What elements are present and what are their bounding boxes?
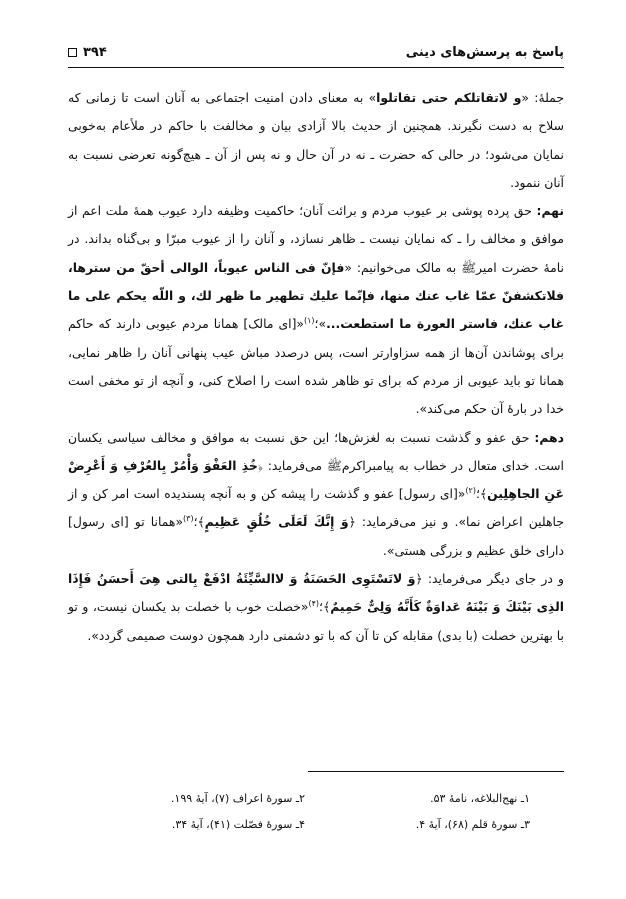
text-run: حق پرده پوشی بر عیوب مردم و برائت آنان؛ حاکمیت وظیفه دارد عیوب همهٔ ملت اعم از موافق و مخالف را ـ که نمایان نیست ـ ظاهر نسازد، و آنان را از عیوب مبرّا و بی‌گناه بداند. در نامهٔ حضرت امیرﷺ به مالک می‌خوانیم: «	[68, 203, 564, 275]
footnote-3: ۳ـ سورهٔ قلم (۶۸)، آیهٔ ۴.	[415, 818, 530, 831]
paragraph-1	[68, 84, 564, 197]
verse-quote: خُذِ العَفْوَ وَأْمُرْ بِالعُرْفِ وَ أَعْرِضْ عَنِ الجاهِلِین	[68, 457, 564, 502]
footnote-ref-2: (۲)	[465, 486, 476, 496]
text-run: ﴾؛	[475, 486, 488, 502]
text-run: «[ای مالک] همانا مردم عیوبی دارند که حاکم برای پوشاندن آن‌ها از همه سزاوارتر است، پس درصدد مباش عیب پنهانی آنان را ظاهر نمایی، همانا تو باید عیوبی از مردم که برای تو ظاهر شده است را اصلاح کنی، و آنچه از تو مخفی است خدا در بارهٔ آن حکم می‌کند».	[68, 316, 564, 417]
footnotes	[100, 786, 530, 838]
footnote-1: ۱ـ نهج‌البلاغه، نامهٔ ۵۳.	[430, 792, 530, 805]
page-title: پاسخ به پرسش‌های دینی	[405, 44, 564, 60]
text-run: ﴾؛	[319, 599, 331, 615]
body-text	[68, 84, 564, 650]
text-run: جملهٔ: «	[521, 90, 565, 105]
footnote-4: ۴ـ سورهٔ فصّلت (۴۱)، آیهٔ ۳۴.	[171, 818, 305, 831]
text-run: »؛	[314, 316, 327, 332]
square-bullet-icon	[68, 48, 77, 57]
page-header	[68, 40, 564, 64]
page-number: ۳۹۴	[83, 44, 107, 60]
text-run: » به معنای دادن امنیت اجتماعی به آنان است تا زمانی که سلاح به دست نگیرند. همچنین از حدیث بالا آزادی بیان و مخالفت با حاکم در ملأعام به‌خوبی نمایان می‌شود؛ در حالی که حضرت ـ نه در آن حال و نه پس از آن ـ هیچ‌گونه تعرضی نسبت به آنان ننمود.	[68, 90, 564, 190]
footnote-ref-4: (۴)	[308, 599, 319, 609]
footnote-2: ۲ـ سورهٔ اعراف (۷)، آیهٔ ۱۹۹.	[170, 792, 305, 805]
paragraph-3	[68, 424, 564, 565]
text-run: «همانا تو [ای رسول] دارای خلق عظیم و بزرگی هستی».	[68, 514, 564, 558]
section-label-tenth: دهم:	[534, 429, 564, 445]
letter-quote: فإنّ فی الناس عیوباً، الوالی أحقّ من سترها، فلاتکشفنّ عمّا غاب عنك منها، فإنّما علیك تطهیر ما ظهر لك، و اللّه یحکم علی ما غاب عنك، فاستر العورة ما استطعت...	[68, 259, 564, 332]
text-run: «[ای رسول] عفو و گذشت را پیشه کن و به آنچه پسندیده است امر کن و از جاهلین اعراض نما». و نیز می‌فرماید: ﴿	[68, 486, 564, 530]
verse-quote: وَ إِنَّكَ لَعَلَى خُلُقٍ عَظِیمٍ	[204, 514, 349, 530]
text-run: «خصلت خوب با خصلت بد یکسان نیست، و تو با بهترین خصلت (با بدی) مقابله کن تا آن که با تو دشمنی دارد همچون دوست صمیمی گردد».	[68, 599, 564, 643]
hadith-quote: و لاتقاتلکم حتی تقاتلوا	[376, 90, 522, 105]
section-label-ninth: نهم:	[536, 203, 564, 219]
paragraph-4	[68, 565, 564, 650]
header-divider	[68, 67, 564, 68]
page-number-group	[68, 45, 107, 60]
paragraph-2	[68, 197, 564, 423]
text-run: حق عفو و گذشت نسبت به لغزش‌ها؛ این حق نسبت به موافق و مخالف سیاسی یکسان است. خدای متعال در خطاب به پیامبراکرمﷺ می‌فرماید: ﴿	[68, 429, 565, 473]
footnote-divider	[308, 771, 564, 772]
text-run: و در جای دیگر می‌فرماید: ﴿	[415, 571, 564, 587]
verse-quote: وَ لاتَسْتَوِی الحَسَنَةُ وَ لاالسَّیِّئَةُ ادْفَعْ بِالتی هِیَ أَحسَنُ فَإِذَا الذِی بَیْنَكَ وَ بَیْنَهُ عَداوَةٌ كَأَنَّهُ وَلِیٌّ حَمِیمٌ	[68, 571, 564, 615]
footnote-ref-3: (۳)	[183, 514, 194, 524]
text-run: ﴾؛	[193, 514, 205, 530]
footnote-ref-1: (۱)	[304, 316, 315, 326]
